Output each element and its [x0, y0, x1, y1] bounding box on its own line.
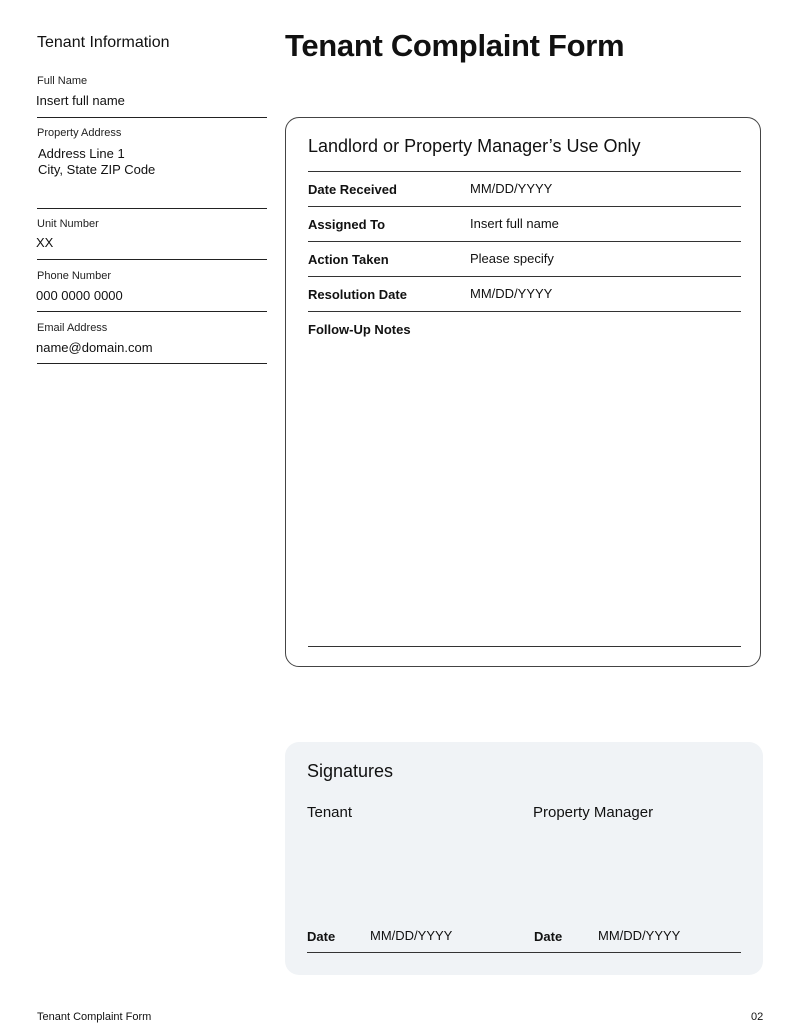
full-name-value[interactable]: Insert full name: [36, 93, 125, 108]
tenant-date-label: Date: [307, 929, 336, 944]
unit-number-field[interactable]: [37, 218, 267, 260]
email-address-field[interactable]: [37, 322, 267, 364]
property-address-label: Property Address: [37, 127, 122, 139]
email-address-value[interactable]: name@domain.com: [36, 340, 153, 355]
manager-date-value[interactable]: MM/DD/YYYY: [598, 928, 681, 943]
full-name-field[interactable]: [37, 75, 267, 118]
date-received-row[interactable]: [308, 171, 741, 206]
email-address-label: Email Address: [37, 322, 108, 334]
footer-page-number: 02: [751, 1011, 764, 1023]
manager-date-label: Date: [534, 929, 563, 944]
address-line-1-value[interactable]: Address Line 1: [38, 146, 125, 161]
phone-number-label: Phone Number: [37, 270, 111, 282]
tenant-signature-label: Tenant: [307, 804, 353, 821]
follow-up-notes-area[interactable]: [308, 311, 741, 647]
follow-up-notes-label: Follow-Up Notes: [308, 322, 411, 337]
phone-number-field[interactable]: [37, 270, 267, 312]
page-title: Tenant Complaint Form: [285, 28, 625, 63]
signatures-panel: [285, 742, 763, 975]
footer-document-name: Tenant Complaint Form: [37, 1011, 152, 1023]
date-received-label: Date Received: [308, 182, 397, 197]
manager-signature-area[interactable]: [533, 830, 733, 920]
tenant-date-value[interactable]: MM/DD/YYYY: [370, 928, 453, 943]
assigned-to-value[interactable]: Insert full name: [470, 216, 559, 231]
tenant-information-heading: Tenant Information: [37, 34, 170, 51]
date-received-value[interactable]: MM/DD/YYYY: [470, 181, 553, 196]
signatures-heading: Signatures: [307, 761, 394, 781]
resolution-date-row[interactable]: [308, 276, 741, 311]
resolution-date-value[interactable]: MM/DD/YYYY: [470, 286, 553, 301]
full-name-label: Full Name: [37, 75, 88, 87]
action-taken-value[interactable]: Please specify: [470, 251, 554, 266]
phone-number-value[interactable]: 000 0000 0000: [36, 288, 123, 303]
unit-number-value[interactable]: XX: [36, 235, 54, 250]
tenant-signature-area[interactable]: [307, 830, 507, 920]
unit-number-label: Unit Number: [37, 218, 99, 230]
assigned-to-label: Assigned To: [308, 217, 386, 232]
assigned-to-row[interactable]: [308, 206, 741, 241]
office-use-heading: Landlord or Property Manager’s Use Only: [308, 136, 641, 156]
manager-signature-label: Property Manager: [533, 804, 654, 821]
office-use-panel: [285, 117, 761, 667]
action-taken-row[interactable]: [308, 241, 741, 276]
resolution-date-label: Resolution Date: [308, 287, 407, 302]
property-address-field[interactable]: [37, 127, 267, 209]
notes-bottom-line: [308, 646, 741, 647]
signature-date-line: [307, 952, 741, 953]
address-line-2-value[interactable]: City, State ZIP Code: [38, 162, 156, 177]
action-taken-label: Action Taken: [308, 252, 389, 267]
